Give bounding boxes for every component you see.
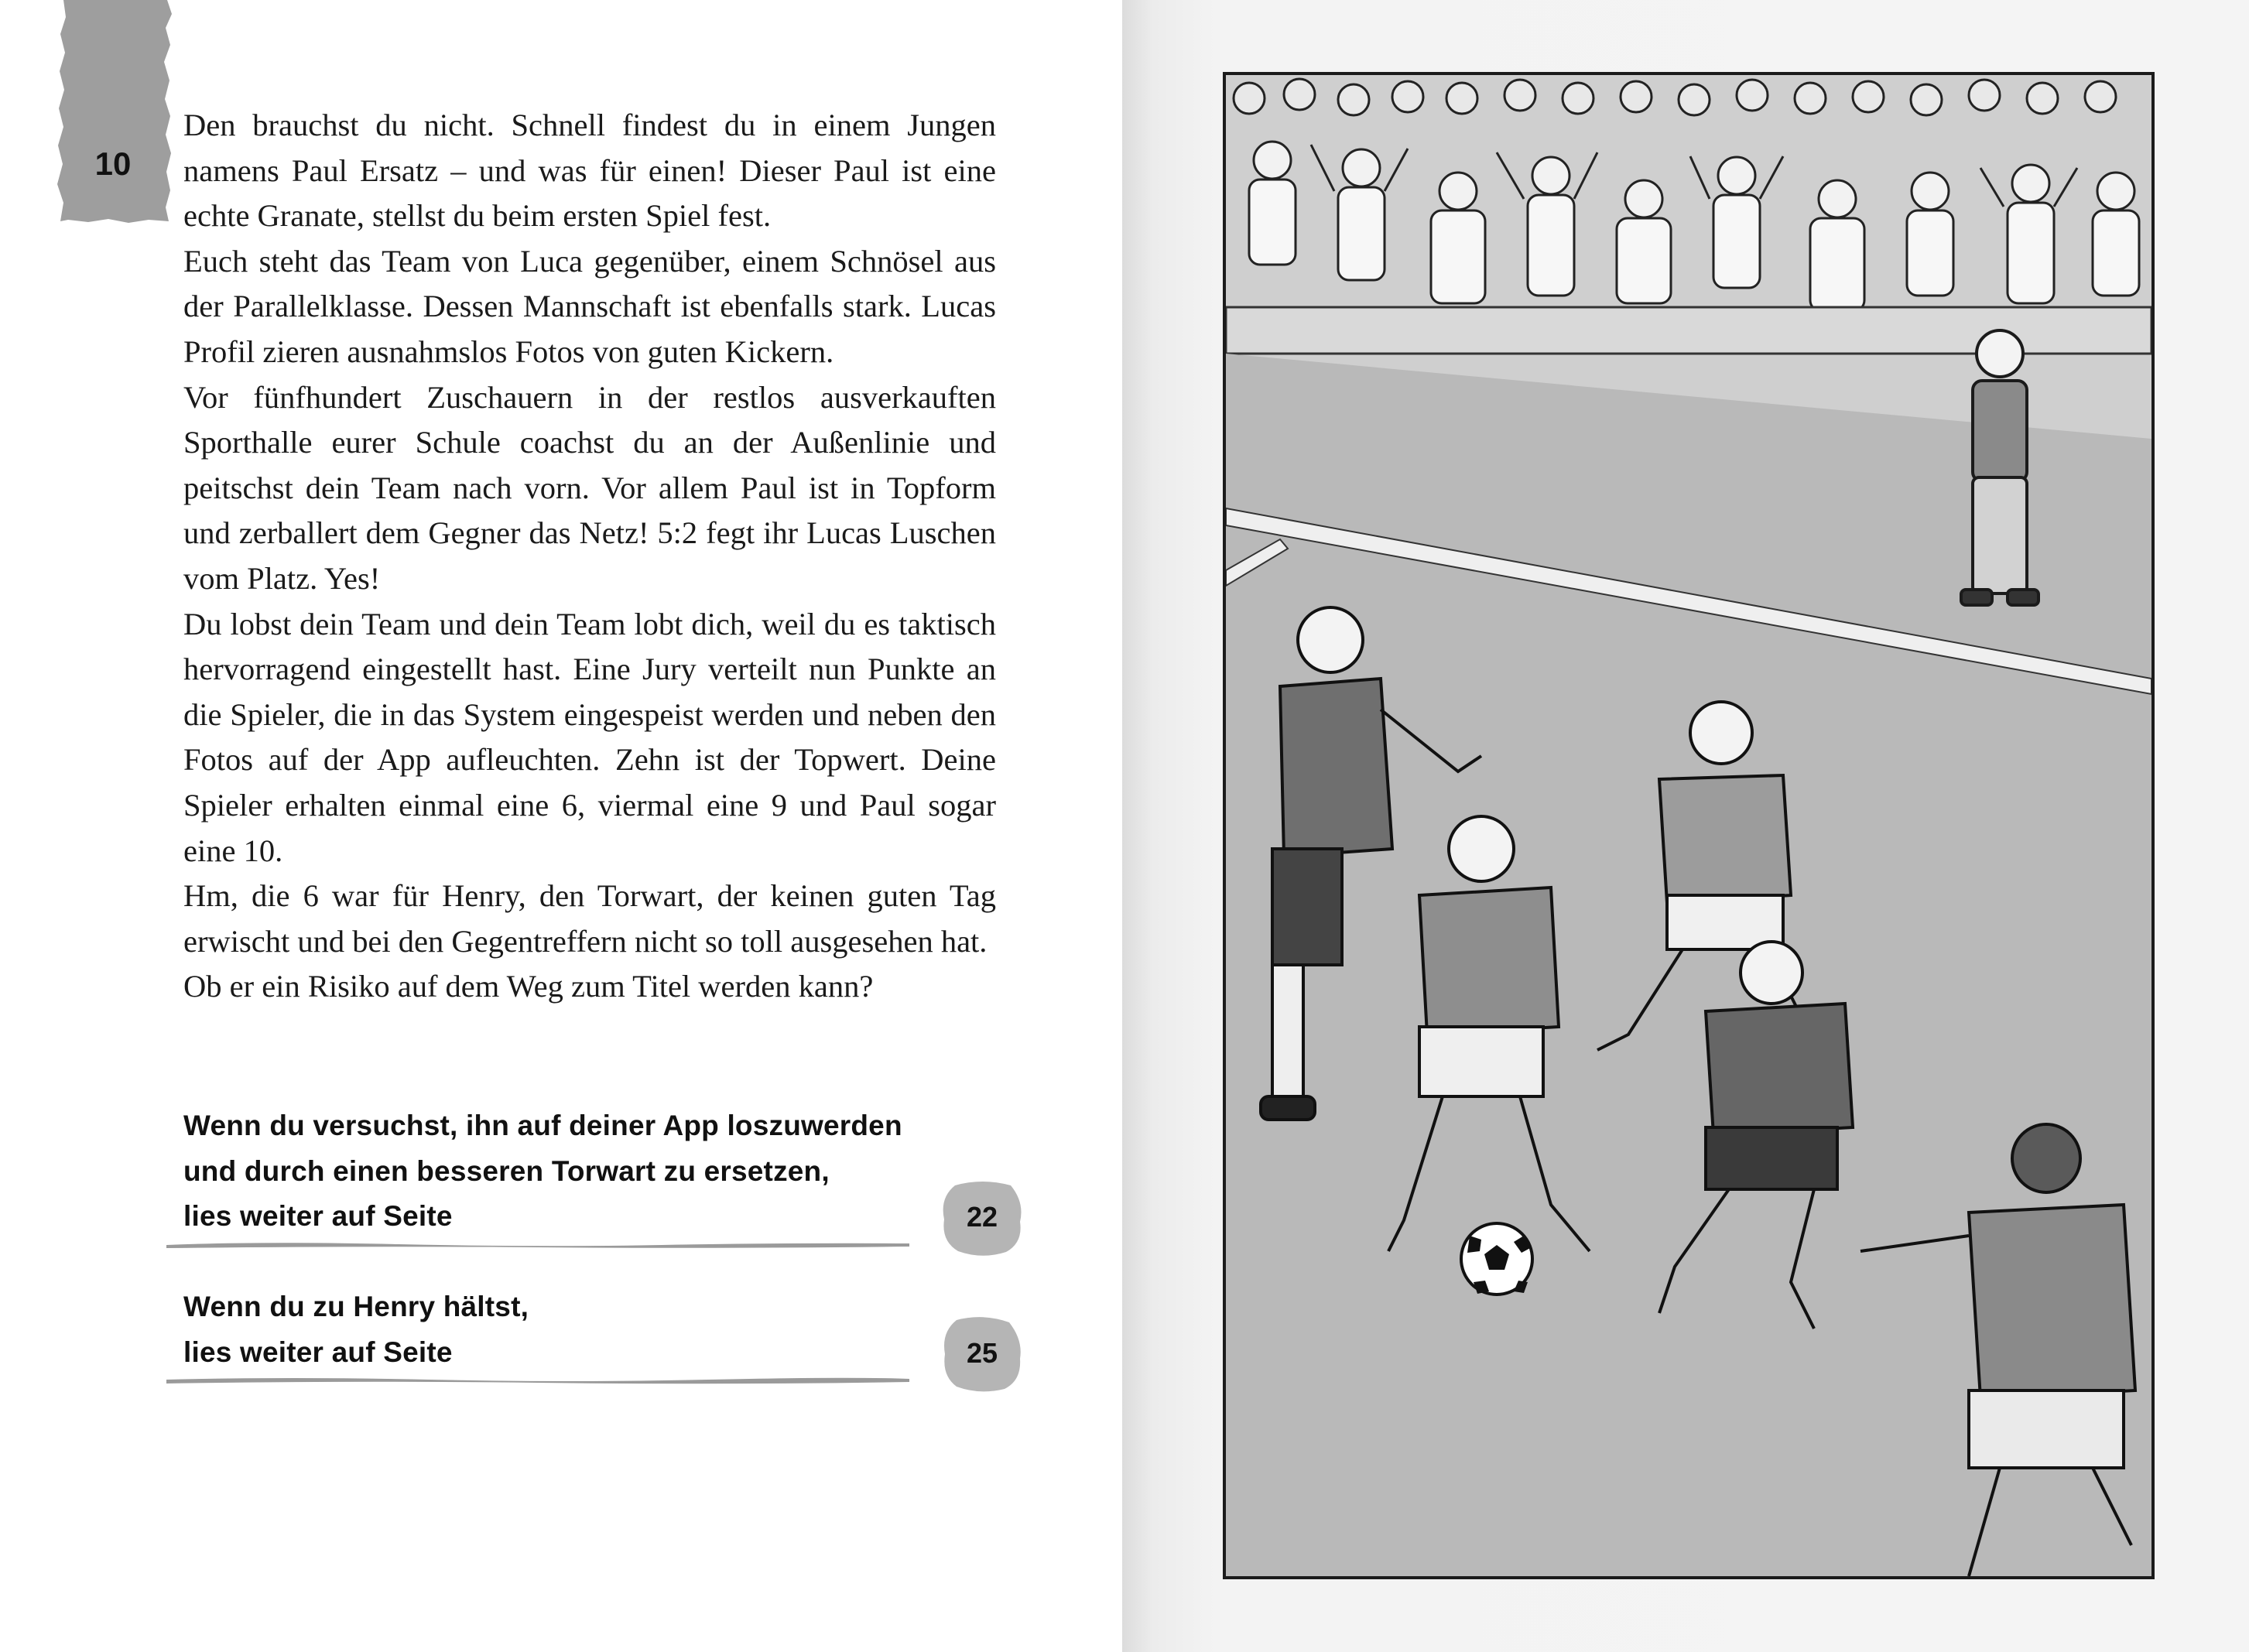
paragraph: Ob er ein Risiko auf dem Weg zum Titel werden kann? (183, 969, 874, 1004)
choice-stay-with-henry[interactable] (183, 1284, 1035, 1375)
paragraph: Hm, die 6 war für Henry, den Torwart, der keinen guten Tag erwischt und bei den Gegentreffern nicht so toll ausgesehen hat. (183, 878, 996, 959)
choice-line: lies weiter auf Seite (183, 1200, 453, 1233)
choice-line: lies weiter auf Seite (183, 1336, 453, 1368)
football (1461, 1223, 1532, 1295)
page-badge-25[interactable] (940, 1315, 1025, 1393)
choice-line: Wenn du versuchst, ihn auf deiner App loszuwerden (183, 1110, 902, 1141)
target-page-number: 25 (966, 1337, 998, 1369)
choice-replace-goalkeeper[interactable] (183, 1103, 1035, 1240)
football-illustration (1223, 72, 2155, 1579)
story-text (183, 103, 996, 1010)
target-page-number: 22 (966, 1201, 998, 1233)
paragraph: Euch steht das Team von Luca gegenüber, einem Schnösel aus der Parallelklasse. Dessen Mannschaft ist ebenfalls stark. Lucas Profil zieren ausnahmslos Fotos von guten Kickern. (183, 243, 996, 369)
page-badge-22[interactable] (940, 1179, 1025, 1257)
choice-text (183, 1284, 1035, 1375)
choice-text (183, 1103, 1035, 1240)
brush-underline (166, 1375, 909, 1386)
brush-underline (166, 1240, 909, 1250)
page-number-tab (57, 0, 173, 224)
right-page (1122, 0, 2249, 1652)
paragraph: Vor fünfhundert Zuschauern in der restlos ausverkauften Sporthalle eurer Schule coachst du an der Außenlinie und peitschst dein Team nach vorn. Vor allem Paul ist in Topform und zerballert dem Gegner das Netz! 5:2 fegt ihr Lucas Luschen vom Platz. Yes! (183, 379, 996, 596)
choice-line: und durch einen besseren Torwart zu ersetzen, (183, 1154, 830, 1187)
page-number: 10 (94, 145, 132, 182)
paragraph: Den brauchst du nicht. Schnell findest du in einem Jungen namens Paul Ersatz – und was für einen! Dieser Paul ist eine echte Granate, stellst du beim ersten Spiel fest. (183, 108, 996, 234)
illustration-drawing (1226, 75, 2151, 1576)
paragraph: Du lobst dein Team und dein Team lobt dich, weil du es taktisch hervorragend eingestellt hast. Eine Jury verteilt nun Punkte an die Spieler, die in das System eingespeist werden und neben den Fotos auf der App aufleuchten. Zehn ist der Topwert. Deine Spieler erhalten einmal eine 6, viermal eine 9 und Paul sogar eine 10. (183, 606, 996, 868)
choice-line: Wenn du zu Henry hältst, (183, 1291, 529, 1322)
left-page (0, 0, 1122, 1652)
